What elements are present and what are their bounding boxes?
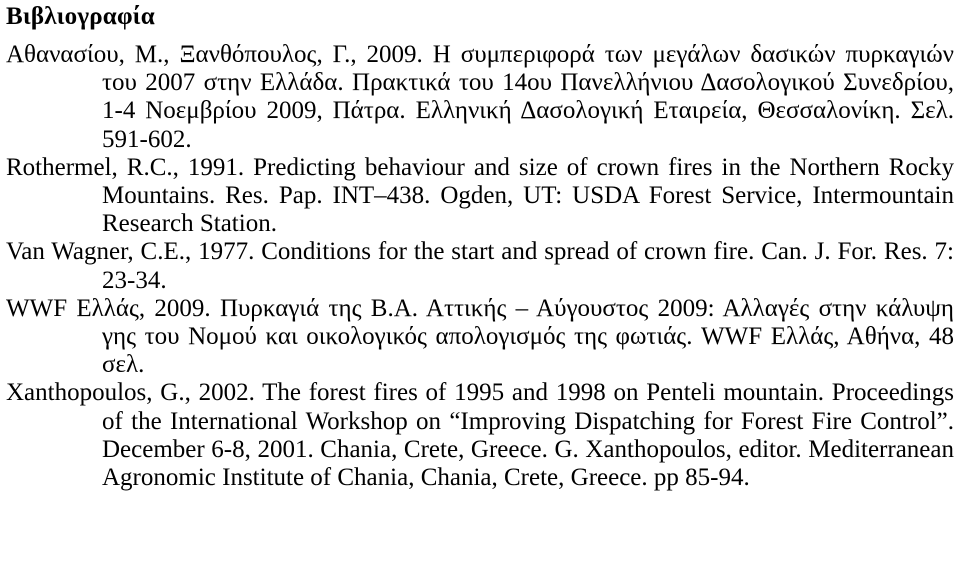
reference-list <box>6 41 954 492</box>
reference-item: Rothermel, R.C., 1991. Predicting behaviour and size of crown fires in the Northern Rocky Mountains. Res. Pap. INT‒438. Ogden, UT: USDA Forest Service, Intermountain Research Station. <box>6 153 954 238</box>
reference-item: Van Wagner, C.E., 1977. Conditions for the start and spread of crown fire. Can. J. For. Res. 7: 23-34. <box>6 238 954 294</box>
document-page <box>6 0 954 573</box>
bibliography-heading: Βιβλιογραφία <box>6 3 155 30</box>
reference-item: Xanthopoulos, G., 2002. The forest fires of 1995 and 1998 on Penteli mountain. Proceedings of the International Workshop on “Improving Dispatching for Forest Fire Control”. December 6-8, 2001. Chania, Crete, Greece. G. Xanthopoulos, editor. Mediterranean Agronomic Institute of Chania, Chania, Crete, Greece. pp 85-94. <box>6 379 954 492</box>
reference-item: WWF Ελλάς, 2009. Πυρκαγιά της Β.Α. Αττικής ‒ Αύγουστος 2009: Αλλαγές στην κάλυψη γης του Νομού και οικολογικός απολογισμός της φωτιάς. WWF Ελλάς, Αθήνα, 48 σελ. <box>6 294 954 379</box>
reference-item: Αθανασίου, Μ., Ξανθόπουλος, Γ., 2009. Η συμπεριφορά των μεγάλων δασικών πυρκαγιών του 2007 στην Ελλάδα. Πρακτικά του 14ου Πανελλήνιου Δασολογικού Συνεδρίου, 1-4 Νοεμβρίου 2009, Πάτρα. Ελληνική Δασολογική Εταιρεία, Θεσσαλονίκη. Σελ. 591-602. <box>6 41 954 153</box>
